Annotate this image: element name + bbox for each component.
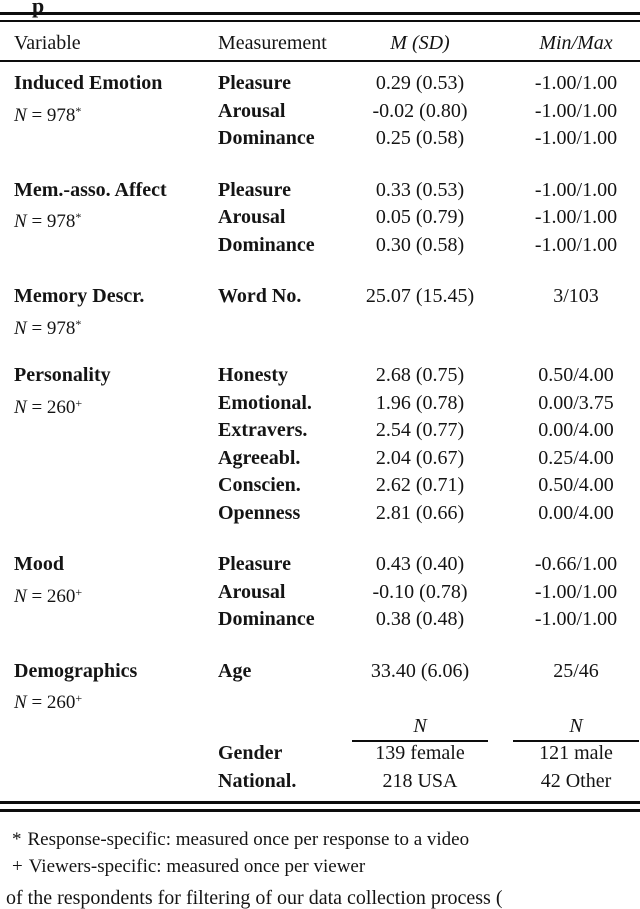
variable-name: Mem.-asso. Affect — [14, 178, 167, 201]
block-personality — [0, 362, 640, 527]
n-letter: N — [14, 104, 27, 126]
empty-cell — [14, 125, 218, 153]
min-max-cell: 0.00/4.00 — [538, 419, 614, 441]
m-sd-cell: 0.38 (0.48) — [375, 608, 465, 630]
table-row — [0, 70, 640, 98]
block-mood — [0, 551, 640, 634]
table-footnotes — [0, 826, 640, 880]
empty-cell — [218, 713, 352, 743]
table-row — [0, 685, 640, 713]
empty-cell — [14, 740, 218, 768]
m-sd-cell: 2.62 (0.71) — [375, 474, 465, 496]
header-m-sd: M (SD) — [390, 32, 450, 54]
sub-row-label: National. — [218, 769, 297, 792]
n-value: 978 — [46, 104, 76, 126]
m-sd-cell: 0.33 (0.53) — [375, 178, 465, 201]
min-max-cell: 0.50/4.00 — [538, 364, 614, 386]
sub-n-header-right-cell — [488, 713, 639, 743]
table-row — [0, 98, 640, 126]
empty-cell — [352, 311, 488, 343]
empty-cell — [14, 232, 218, 260]
footnote-response-specific — [12, 826, 640, 853]
footnote-marker: * — [12, 828, 22, 850]
n-value: 260 — [46, 692, 76, 713]
measurement-cell: Age — [218, 659, 252, 682]
block-gap — [0, 153, 640, 177]
min-max-cell: -1.00/1.00 — [534, 178, 618, 201]
measurement-cell: Conscien. — [218, 474, 301, 496]
m-sd-cell: 0.30 (0.58) — [375, 233, 465, 256]
block-gap — [0, 634, 640, 658]
n-equals: = — [26, 585, 47, 607]
m-sd-cell: 0.05 (0.79) — [375, 206, 465, 228]
measurement-cell: Agreeabl. — [218, 446, 301, 469]
table-row — [0, 500, 640, 528]
sub-n-header-right: N — [513, 713, 639, 743]
top-caption-fragment: p — [32, 0, 45, 18]
min-max-cell: -1.00/1.00 — [534, 608, 618, 630]
table-bottom-rule-2 — [0, 809, 640, 812]
variable-name: Memory Descr. — [14, 285, 145, 307]
empty-cell — [14, 445, 218, 473]
empty-cell — [14, 472, 218, 500]
n-equals: = — [26, 211, 47, 232]
table-row — [0, 740, 640, 768]
variable-name: Mood — [14, 553, 64, 575]
measurement-cell: Extravers. — [218, 419, 308, 441]
m-sd-cell: -0.02 (0.80) — [372, 99, 468, 122]
empty-cell — [14, 417, 218, 445]
n-value: 260 — [46, 585, 76, 607]
min-max-cell: 0.50/4.00 — [538, 474, 614, 496]
table-row — [0, 606, 640, 634]
n-letter: N — [14, 317, 27, 339]
min-max-cell: 3/103 — [553, 285, 599, 307]
empty-cell — [14, 713, 218, 743]
empty-cell — [14, 500, 218, 528]
measurement-cell: Openness — [218, 501, 301, 524]
sub-row-value-right: 42 Other — [540, 769, 612, 792]
measurement-cell: Dominance — [218, 127, 315, 149]
table-row — [0, 579, 640, 607]
measurement-cell: Pleasure — [218, 72, 291, 94]
min-max-cell: 25/46 — [553, 659, 599, 682]
empty-cell — [488, 311, 639, 343]
m-sd-cell: 2.68 (0.75) — [375, 364, 465, 386]
n-marker: + — [75, 691, 83, 705]
header-measurement: Measurement — [218, 32, 327, 54]
table-row — [0, 390, 640, 418]
empty-cell — [14, 768, 218, 796]
table-header-row — [0, 22, 640, 60]
n-equals: = — [26, 396, 47, 418]
sub-row-label: Gender — [218, 742, 283, 764]
footnote-text: Viewers-specific: measured once per viewer — [28, 855, 366, 877]
table-row — [0, 232, 640, 260]
measurement-cell: Arousal — [218, 580, 286, 603]
table-row — [0, 283, 640, 311]
min-max-cell: 0.00/4.00 — [538, 501, 614, 524]
demographics-sub-header-row — [0, 713, 640, 741]
m-sd-cell: 2.04 (0.67) — [375, 446, 465, 469]
sub-n-header-left: N — [352, 713, 488, 743]
measurement-cell: Emotional. — [218, 391, 312, 414]
top-caption-cutoff — [0, 0, 640, 18]
table-top-rule-1 — [0, 12, 640, 15]
table-bottom-rule-1 — [0, 801, 640, 804]
min-max-cell: -1.00/1.00 — [534, 99, 618, 122]
m-sd-cell: 0.25 (0.58) — [375, 127, 465, 149]
n-letter: N — [14, 396, 27, 418]
block-mem-asso-affect — [0, 177, 640, 260]
block-demographics — [0, 658, 640, 796]
min-max-cell: -1.00/1.00 — [534, 72, 618, 94]
measurement-cell: Arousal — [218, 206, 286, 228]
header-variable: Variable — [14, 32, 81, 54]
table-row — [0, 768, 640, 796]
table-row — [0, 445, 640, 473]
table-row — [0, 472, 640, 500]
measurement-cell: Honesty — [218, 364, 288, 386]
n-equals: = — [26, 104, 47, 126]
n-marker: * — [75, 210, 82, 224]
m-sd-cell: 33.40 (6.06) — [370, 659, 470, 682]
sub-row-value-left: 218 USA — [382, 769, 458, 792]
block-memory-descr — [0, 283, 640, 338]
table-row — [0, 417, 640, 445]
table-row — [0, 204, 640, 232]
sub-row-value-left: 139 female — [375, 742, 465, 764]
n-marker: + — [75, 584, 83, 599]
measurement-cell: Dominance — [218, 233, 315, 256]
min-max-cell: -1.00/1.00 — [534, 233, 618, 256]
n-marker: + — [75, 395, 83, 410]
m-sd-cell: 0.43 (0.40) — [375, 553, 465, 575]
min-max-cell: -1.00/1.00 — [534, 580, 618, 603]
empty-cell — [14, 606, 218, 634]
n-equals: = — [26, 692, 47, 713]
n-value: 260 — [46, 396, 76, 418]
table-row — [0, 658, 640, 686]
variable-name: Demographics — [14, 659, 138, 682]
min-max-cell: -1.00/1.00 — [534, 206, 618, 228]
block-induced-emotion — [0, 70, 640, 153]
measurement-cell: Dominance — [218, 608, 315, 630]
measurement-cell: Arousal — [218, 99, 286, 122]
m-sd-cell: 1.96 (0.78) — [375, 391, 465, 414]
min-max-cell: 0.25/4.00 — [538, 446, 614, 469]
empty-cell — [218, 311, 352, 343]
m-sd-cell: 2.54 (0.77) — [375, 419, 465, 441]
n-marker: * — [75, 103, 82, 118]
variable-name: Induced Emotion — [14, 72, 163, 94]
measurement-cell: Word No. — [218, 285, 302, 307]
m-sd-cell: 2.81 (0.66) — [375, 501, 465, 524]
table-row — [0, 311, 640, 339]
n-marker: * — [75, 316, 82, 331]
block-gap — [0, 259, 640, 283]
measurement-cell: Pleasure — [218, 178, 291, 201]
measurement-cell: Pleasure — [218, 553, 291, 575]
variable-name: Personality — [14, 364, 111, 386]
footnote-marker: + — [12, 855, 23, 877]
n-letter: N — [14, 211, 27, 232]
n-letter: N — [14, 692, 27, 713]
n-equals: = — [26, 317, 47, 339]
header-min-max: Min/Max — [539, 32, 613, 54]
min-max-cell: -1.00/1.00 — [534, 127, 618, 149]
footnote-text: Response-specific: measured once per response to a video — [27, 828, 470, 850]
bottom-caption-cutoff — [0, 886, 640, 909]
table-row — [0, 177, 640, 205]
table-row — [0, 551, 640, 579]
sub-row-value-right: 121 male — [539, 742, 613, 764]
footnote-viewer-specific — [12, 853, 640, 880]
min-max-cell: 0.00/3.75 — [538, 391, 614, 414]
n-letter: N — [14, 585, 27, 607]
m-sd-cell: -0.10 (0.78) — [372, 580, 468, 603]
min-max-cell: -0.66/1.00 — [534, 553, 618, 575]
m-sd-cell: 0.29 (0.53) — [375, 72, 465, 94]
n-value: 978 — [46, 317, 76, 339]
table-row — [0, 362, 640, 390]
bottom-caption-fragment: of the respondents for filtering of our data collection process ( — [6, 886, 503, 909]
block-gap — [0, 527, 640, 551]
table-row — [0, 125, 640, 153]
m-sd-cell: 25.07 (15.45) — [365, 285, 475, 307]
n-value: 978 — [46, 211, 76, 232]
sample-size — [14, 311, 218, 343]
